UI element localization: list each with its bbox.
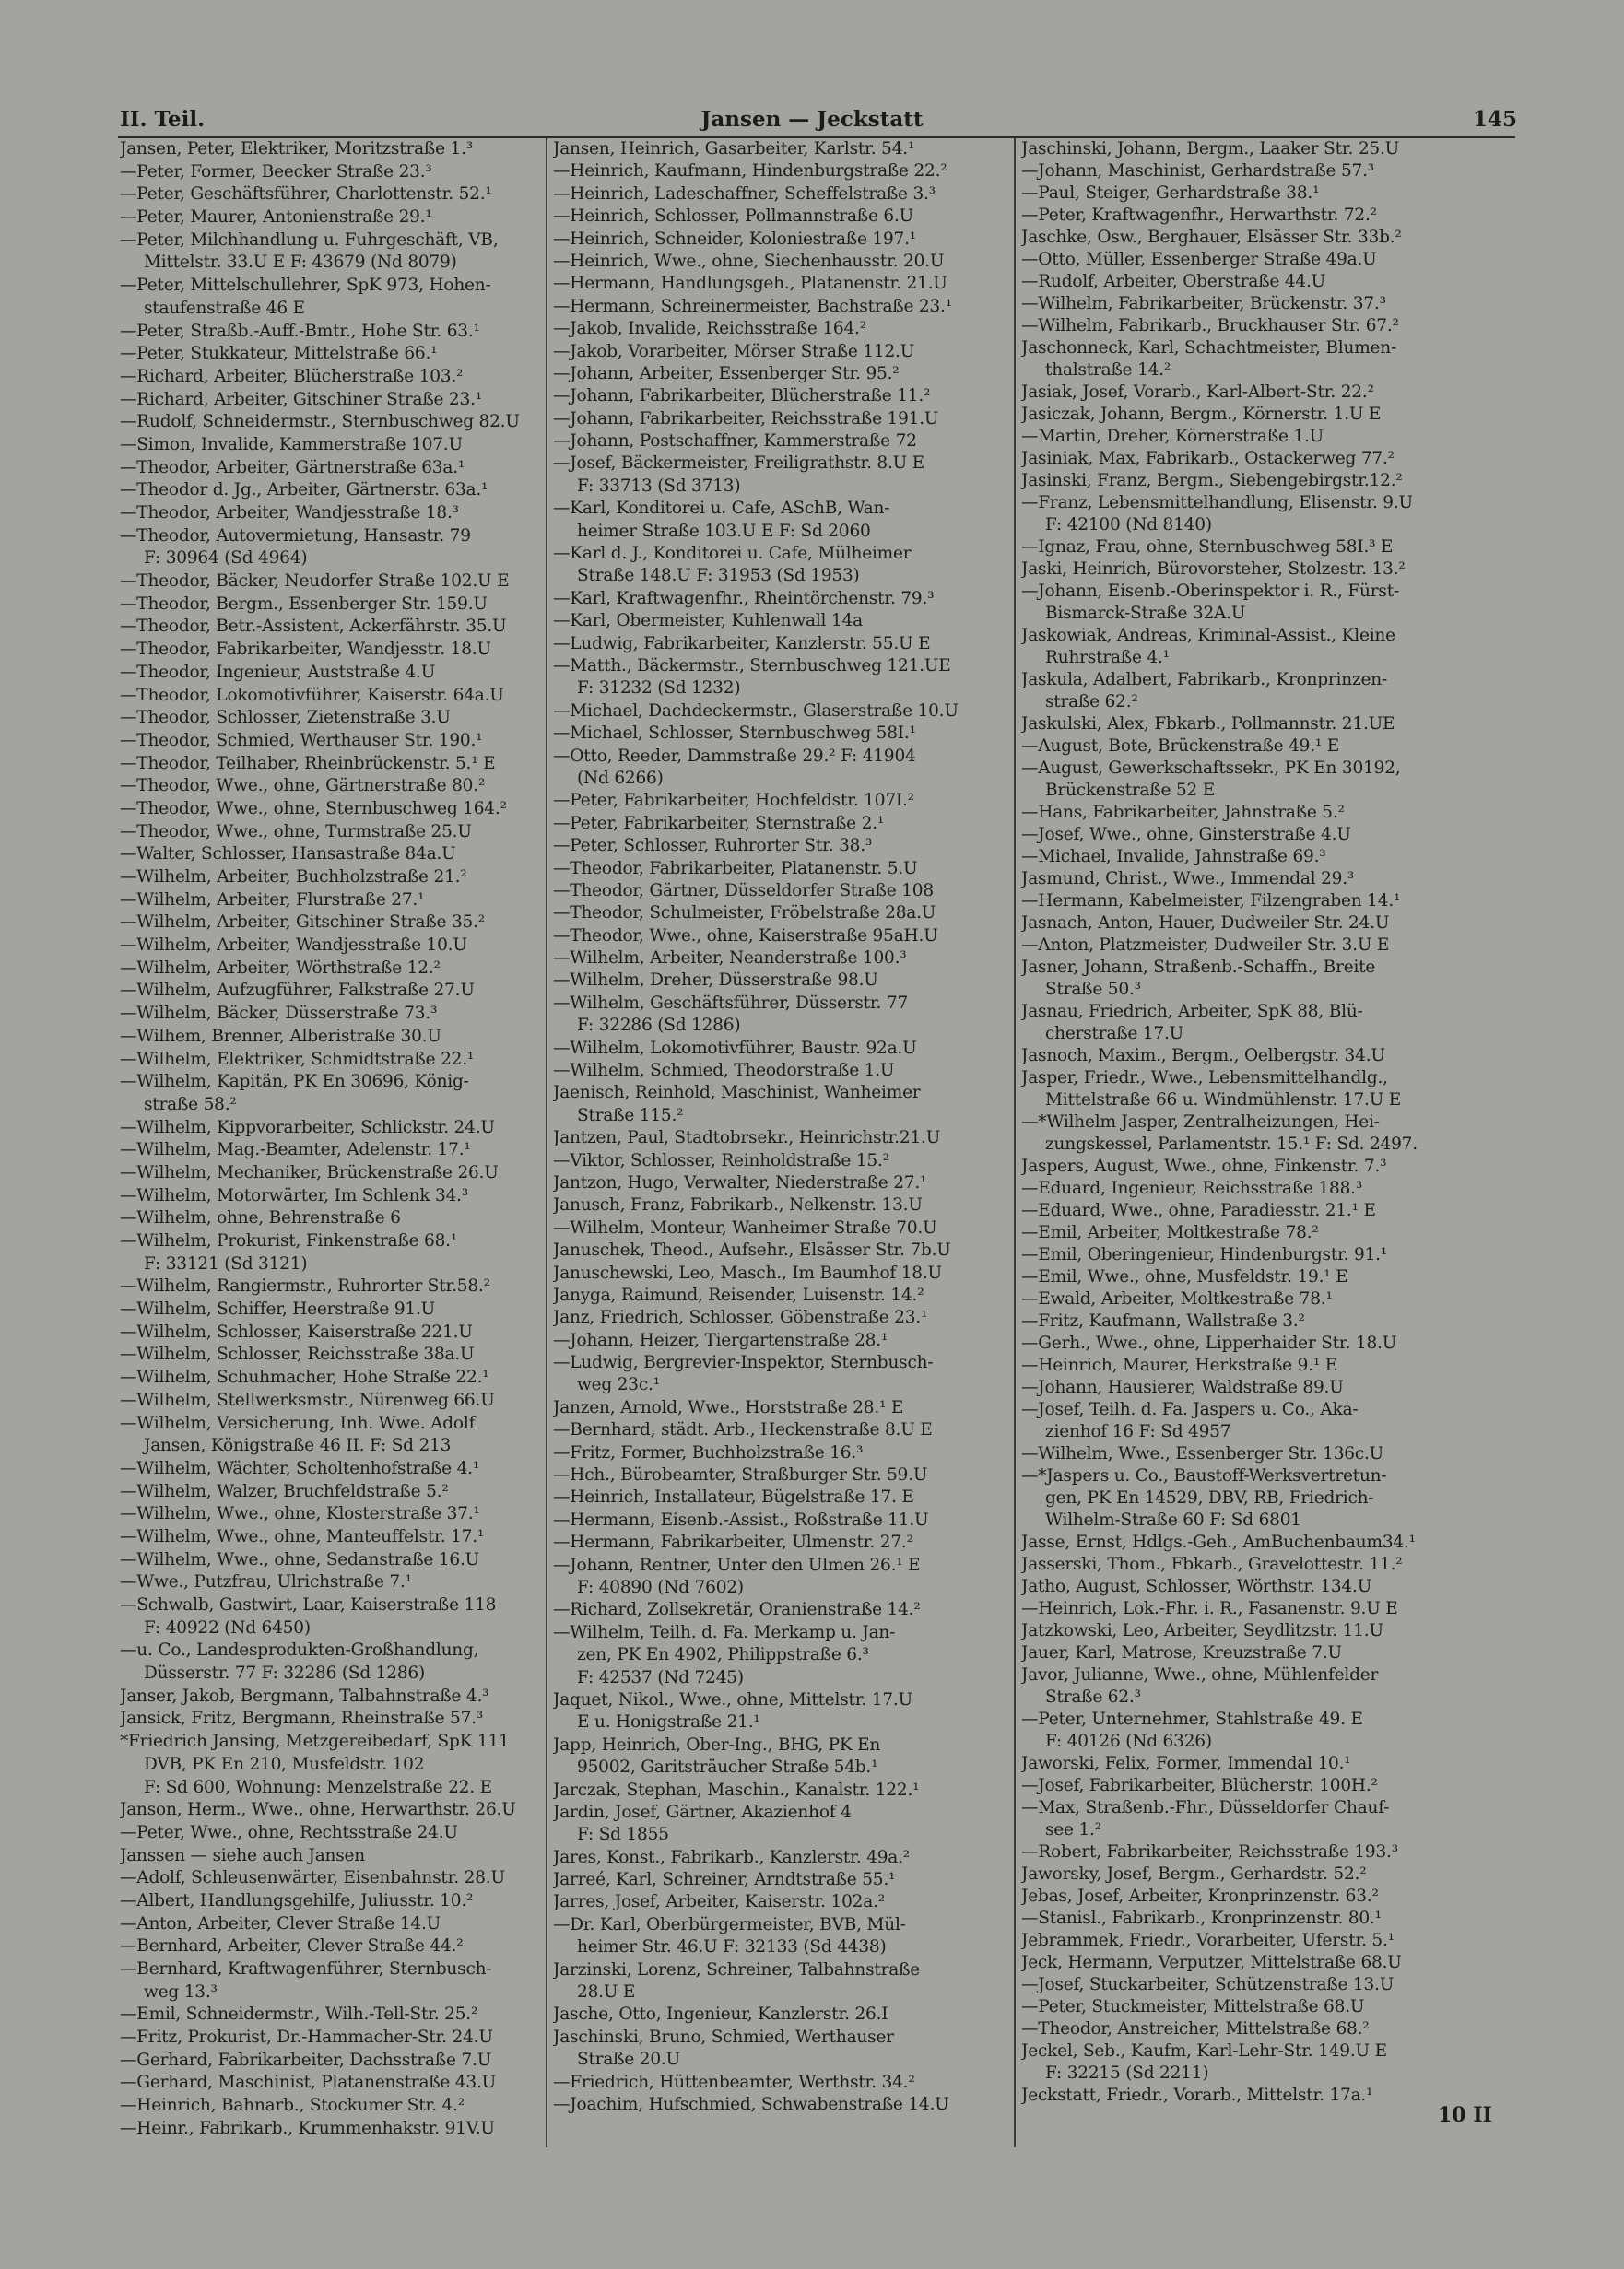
directory-entry: Janzen, Arnold, Wwe., Horststraße 28.¹ E [553, 1397, 904, 1417]
directory-entry: Jauer, Karl, Matrose, Kreuzstraße 7.U [1021, 1643, 1342, 1663]
directory-entry-continuation: F: 32215 (Sd 2211) [1045, 2063, 1209, 2083]
directory-entry: —Theodor, Lokomotivführer, Kaiserstr. 64a.U [120, 685, 504, 705]
signature-mark: 10 II [1438, 2103, 1492, 2127]
directory-entry-continuation: weg 23c.¹ [577, 1375, 660, 1395]
directory-entry: —Theodor d. Jg., Arbeiter, Gärtnerstr. 63a.¹ [120, 480, 488, 500]
directory-entry: —Fritz, Kaufmann, Wallstraße 3.² [1021, 1311, 1305, 1331]
directory-entry: —Rudolf, Schneidermstr., Sternbuschweg 82.U [120, 412, 520, 432]
directory-entry-continuation: F: 33713 (Sd 3713) [577, 476, 741, 496]
directory-entry-continuation: Bismarck-Straße 32A.U [1045, 604, 1246, 623]
directory-entry-continuation: Ruhrstraße 4.¹ [1045, 648, 1170, 667]
directory-entry: —Wilhelm, Schlosser, Reichsstraße 38a.U [120, 1345, 475, 1365]
directory-entry-continuation: Straße 148.U F: 31953 (Sd 1953) [577, 566, 860, 586]
directory-entry: —Wilhelm, Kippvorarbeiter, Schlickstr. 24.U [120, 1117, 495, 1137]
directory-entry: —Karl, Kraftwagenfhr., Rheintörchenstr. 79.³ [553, 588, 935, 608]
directory-entry: —Bernhard, Kraftwagenführer, Sternbusch- [120, 1959, 492, 1979]
directory-entry: Jasiczak, Johann, Bergm., Körnerstr. 1.U E [1021, 405, 1382, 424]
directory-entry: —Simon, Invalide, Kammerstraße 107.U [120, 434, 463, 454]
directory-entry: —Theodor, Arbeiter, Wandjesstraße 18.³ [120, 503, 459, 523]
directory-entry: —Josef, Teilh. d. Fa. Jaspers u. Co., Aka- [1021, 1400, 1359, 1419]
directory-entry: —Ewald, Arbeiter, Moltkestraße 78.¹ [1021, 1289, 1333, 1309]
directory-entry: —*Jaspers u. Co., Baustoff-Werksvertretun- [1021, 1466, 1387, 1486]
directory-entry: —Heinrich, Wwe., ohne, Siechenhausstr. 20.U [553, 251, 945, 271]
directory-entry-continuation: staufenstraße 46 E [144, 298, 305, 318]
directory-entry: —Wilhelm, Teilh. d. Fa. Merkamp u. Jan- [553, 1622, 896, 1642]
directory-entry: —Wilhelm, Wwe., ohne, Manteuffelstr. 17.¹ [120, 1526, 485, 1546]
directory-entry: Jaschonneck, Karl, Schachtmeister, Blumen- [1021, 338, 1397, 358]
directory-entry-continuation: straße 58.² [144, 1094, 237, 1114]
directory-entry: —Wilhelm, Prokurist, Finkenstraße 68.¹ [120, 1231, 458, 1251]
directory-entry: —*Wilhelm Jasper, Zentralheizungen, Hei- [1021, 1112, 1380, 1132]
directory-entry: —Gerhard, Fabrikarbeiter, Dachsstraße 7.U [120, 2050, 492, 2070]
directory-entry: —Peter, Schlosser, Ruhrorter Str. 38.³ [553, 836, 873, 856]
directory-entry: —Johann, Hausierer, Waldstraße 89.U [1021, 1378, 1344, 1397]
directory-entry: —Gerh., Wwe., ohne, Lipperhaider Str. 18.U [1021, 1334, 1397, 1353]
directory-entry-continuation: thalstraße 14.² [1045, 360, 1171, 380]
directory-entry: —Theodor, Schulmeister, Fröbelstraße 28a.U [553, 903, 936, 923]
directory-entry: —Wilhelm, Elektriker, Schmidtstraße 22.¹ [120, 1049, 475, 1069]
directory-entry: —Theodor, Wwe., ohne, Turmstraße 25.U [120, 821, 472, 841]
directory-entry: Jaski, Heinrich, Bürovorsteher, Stolzestr. 13.² [1021, 559, 1406, 579]
directory-entry: —Emil, Schneidermstr., Wilh.-Tell-Str. 25.² [120, 2004, 478, 2025]
directory-entry: —Richard, Arbeiter, Gitschiner Straße 23.¹ [120, 389, 482, 409]
directory-entry: —Wilhelm, Schmied, Theodorstraße 1.U [553, 1061, 895, 1081]
directory-entry: —Hermann, Fabrikarbeiter, Ulmenstr. 27.² [553, 1533, 913, 1553]
directory-entry-continuation: F: 30964 (Sd 4964) [144, 548, 308, 569]
directory-entry: Jaquet, Nikol., Wwe., ohne, Mittelstr. 17.U [553, 1689, 912, 1710]
directory-entry: —Wilhelm, Mag.-Beamter, Adelenstr. 17.¹ [120, 1140, 471, 1160]
directory-entry: —Theodor, Ingenieur, Auststraße 4.U [120, 662, 436, 682]
directory-entry: Jaenisch, Reinhold, Maschinist, Wanheimer [553, 1083, 921, 1103]
directory-entry: —Dr. Karl, Oberbürgermeister, BVB, Mül- [553, 1914, 906, 1934]
directory-entry: —Heinrich, Schneider, Koloniestraße 197.¹ [553, 229, 916, 249]
directory-entry: —Theodor, Wwe., ohne, Kaiserstraße 95aH.U [553, 925, 938, 946]
directory-entry-continuation: F: 42100 (Nd 8140) [1045, 515, 1212, 535]
directory-entry: —Theodor, Wwe., ohne, Sternbuschweg 164.² [120, 798, 507, 818]
directory-entry: —Otto, Reeder, Dammstraße 29.² F: 41904 [553, 746, 916, 766]
directory-entry-continuation: Wilhelm-Straße 60 F: Sd 6801 [1045, 1511, 1301, 1530]
directory-entry-continuation: F: Sd 600, Wohnung: Menzelstraße 22. E [144, 1777, 492, 1797]
directory-entry: —Peter, Kraftwagenfhr., Herwarthstr. 72.² [1021, 206, 1377, 225]
directory-entry: —Paul, Steiger, Gerhardstraße 38.¹ [1021, 183, 1320, 203]
directory-entry: —Hans, Fabrikarbeiter, Jahnstraße 5.² [1021, 803, 1345, 822]
directory-entry: —Wilhelm, Wwe., Essenberger Str. 136c.U [1021, 1444, 1384, 1464]
directory-entry: —Peter, Wwe., ohne, Rechtsstraße 24.U [120, 1822, 458, 1842]
directory-entry: Jebas, Josef, Arbeiter, Kronprinzenstr. 63.² [1021, 1887, 1379, 1906]
directory-entry-continuation: F: 31232 (Sd 1232) [577, 678, 741, 699]
directory-entry-continuation: gen, PK En 14529, DBV, RB, Friedrich- [1045, 1488, 1374, 1508]
directory-entry-continuation: zen, PK En 4902, Philippstraße 6.³ [577, 1645, 869, 1665]
directory-entry: —Robert, Fabrikarbeiter, Reichsstraße 193.³ [1021, 1842, 1398, 1862]
directory-entry: —Wilhelm, Versicherung, Inh. Wwe. Adolf [120, 1413, 476, 1433]
directory-entry: Jeckel, Seb., Kaufm, Karl-Lehr-Str. 149.U E [1021, 2041, 1387, 2061]
directory-entry: —Adolf, Schleusenwärter, Eisenbahnstr. 28.U [120, 1868, 505, 1888]
directory-entry-continuation: zienhof 16 F: Sd 4957 [1045, 1422, 1231, 1441]
directory-entry: —Wilhelm, Stellwerksmstr., Nürenweg 66.U [120, 1390, 495, 1410]
directory-entry-continuation: Straße 20.U [577, 2050, 680, 2070]
directory-entry: —Wilhelm, Wächter, Scholtenhofstraße 4.¹ [120, 1458, 480, 1478]
column-divider [546, 138, 547, 2147]
directory-entry: Jasner, Johann, Straßenb.-Schaffn., Breite [1021, 958, 1376, 977]
directory-entry: —Heinrich, Installateur, Bügelstraße 17. E [553, 1487, 914, 1508]
directory-entry: —Emil, Arbeiter, Moltkestraße 78.² [1021, 1223, 1319, 1242]
directory-entry-continuation: Jansen, Königstraße 46 II. F: Sd 213 [144, 1436, 452, 1456]
directory-entry: Javor, Julianne, Wwe., ohne, Mühlenfelder [1021, 1665, 1379, 1685]
directory-entry-continuation: DVB, PK En 210, Musfeldstr. 102 [144, 1754, 425, 1774]
directory-entry: —Wilhelm, Geschäftsführer, Düsserstr. 77 [553, 993, 909, 1013]
directory-entry: —Peter, Milchhandlung u. Fuhrgeschäft, VB, [120, 229, 499, 250]
directory-entry: —Michael, Invalide, Jahnstraße 69.³ [1021, 847, 1326, 866]
directory-entry-continuation: straße 62.² [1045, 692, 1138, 711]
directory-entry: —Wilhelm, Walzer, Bruchfeldstraße 5.² [120, 1481, 449, 1501]
directory-entry-continuation: Straße 62.³ [1045, 1687, 1141, 1707]
directory-entry: —Wilhelm, Arbeiter, Wörthstraße 12.² [120, 958, 441, 978]
directory-entry: —Theodor, Anstreicher, Mittelstraße 68.² [1021, 2019, 1370, 2039]
directory-entry: Januschewski, Leo, Masch., Im Baumhof 18.U [553, 1263, 942, 1283]
directory-entry: Jasnach, Anton, Hauer, Dudweiler Str. 24.U [1021, 913, 1390, 933]
directory-entry: —Johann, Fabrikarbeiter, Blücherstraße 11.² [553, 386, 931, 406]
directory-entry: Jaskula, Adalbert, Fabrikarb., Kronprinzen- [1021, 670, 1388, 689]
directory-entry: —Wilhelm, Motorwärter, Im Schlenk 34.³ [120, 1185, 469, 1205]
directory-entry: —Fritz, Prokurist, Dr.-Hammacher-Str. 24.U [120, 2028, 493, 2048]
directory-entry: Jantzon, Hugo, Verwalter, Niederstraße 27.¹ [553, 1172, 927, 1193]
directory-entry: —Viktor, Schlosser, Reinholdstraße 15.² [553, 1150, 889, 1170]
directory-entry-continuation: (Nd 6266) [577, 768, 664, 788]
directory-entry: —Hermann, Schreinermeister, Bachstraße 23.¹ [553, 296, 952, 316]
directory-entry: —Peter, Maurer, Antonienstraße 29.¹ [120, 207, 432, 228]
directory-entry: Jantzen, Paul, Stadtobrsekr., Heinrichstr.21.U [553, 1128, 941, 1148]
directory-entry: —Peter, Fabrikarbeiter, Sternstraße 2.¹ [553, 813, 885, 833]
directory-entry: Jasserski, Thom., Fbkarb., Gravelottestr. 11.² [1021, 1555, 1403, 1574]
directory-entry-continuation: see 1.² [1045, 1820, 1101, 1840]
directory-entry: —Heinrich, Ladeschaffner, Scheffelstraße 3.³ [553, 183, 936, 204]
directory-entry: —Wilhelm, Aufzugführer, Falkstraße 27.U [120, 981, 475, 1001]
directory-entry: —Peter, Stukkateur, Mittelstraße 66.¹ [120, 344, 438, 364]
directory-entry-continuation: Mittelstr. 33.U E F: 43679 (Nd 8079) [144, 253, 457, 273]
directory-entry: —Eduard, Ingenieur, Reichsstraße 188.³ [1021, 1179, 1363, 1198]
directory-entry: —Johann, Heizer, Tiergartenstraße 28.¹ [553, 1330, 888, 1350]
directory-entry: Jansen, Heinrich, Gasarbeiter, Karlstr. 54.¹ [553, 139, 915, 159]
directory-entry-continuation: 95002, Garitsträucher Straße 54b.¹ [577, 1758, 878, 1778]
directory-entry: —Martin, Dreher, Körnerstraße 1.U [1021, 427, 1324, 446]
directory-entry: —Otto, Müller, Essenberger Straße 49a.U [1021, 250, 1377, 269]
directory-entry: —Peter, Geschäftsführer, Charlottenstr. 52.¹ [120, 184, 492, 205]
directory-entry-continuation: weg 13.³ [144, 1981, 218, 2002]
directory-entry: —Johann, Rentner, Unter den Ulmen 26.¹ E [553, 1555, 921, 1575]
directory-entry: Janser, Jakob, Bergmann, Talbahnstraße 4.³ [120, 1686, 489, 1706]
directory-entry: —Hermann, Eisenb.-Assist., Roßstraße 11.U [553, 1510, 929, 1530]
directory-entry: Jaschke, Osw., Berghauer, Elsässer Str. 33b.² [1021, 228, 1402, 247]
directory-entry-continuation: heimer Straße 103.U E F: Sd 2060 [577, 521, 871, 541]
directory-entry-continuation: F: Sd 1855 [577, 1825, 669, 1845]
directory-entry: —Wilhelm, Arbeiter, Buchholzstraße 21.² [120, 867, 467, 887]
part-label: II. Teil. [120, 107, 206, 132]
directory-entry: Jansen, Peter, Elektriker, Moritzstraße 1.³ [120, 139, 473, 159]
directory-entry: —Theodor, Wwe., ohne, Gärtnerstraße 80.² [120, 776, 486, 796]
directory-entry: —Richard, Zollsekretär, Oranienstraße 14.² [553, 1600, 921, 1620]
directory-entry: —Wilhelm, Wwe., ohne, Klosterstraße 37.¹ [120, 1504, 480, 1524]
directory-entry: Jasche, Otto, Ingenieur, Kanzlerstr. 26.I [553, 2004, 888, 2025]
directory-entry: —Emil, Wwe., ohne, Musfeldstr. 19.¹ E [1021, 1267, 1348, 1287]
directory-entry: —Wilhelm, Fabrikarbeiter, Brückenstr. 37.³ [1021, 294, 1386, 313]
directory-entry: —Hermann, Kabelmeister, Filzengraben 14.¹ [1021, 891, 1401, 911]
directory-entry: —Heinr., Fabrikarb., Krummenhakstr. 91V.U [120, 2118, 495, 2138]
directory-entry: Janz, Friedrich, Schlosser, Göbenstraße 23.¹ [553, 1308, 928, 1328]
directory-entry: —Wilhelm, Arbeiter, Neanderstraße 100.³ [553, 948, 907, 969]
directory-entry: —Johann, Maschinist, Gerhardstraße 57.³ [1021, 161, 1374, 181]
directory-entry: —Friedrich, Hüttenbeamter, Werthstr. 34.² [553, 2072, 915, 2092]
directory-entry: —Karl, Obermeister, Kuhlenwall 14a [553, 611, 863, 631]
directory-entry: —Bernhard, städt. Arb., Heckenstraße 8.U E [553, 1420, 933, 1440]
directory-entry: Janssen — siehe auch Jansen [120, 1845, 365, 1865]
directory-entry: —Franz, Lebensmittelhandlung, Elisenstr. 9.U [1021, 493, 1413, 512]
directory-entry-continuation: Straße 50.³ [1045, 980, 1141, 999]
directory-entry: —Michael, Schlosser, Sternbuschweg 58I.¹ [553, 723, 916, 744]
directory-entry: Jarres, Josef, Arbeiter, Kaiserstr. 102a.² [553, 1892, 885, 1912]
directory-entry: —Wilhelm, Rangiermstr., Ruhrorter Str.58.² [120, 1276, 490, 1297]
directory-entry: —Wilhelm, Fabrikarb., Bruckhauser Str. 67.² [1021, 316, 1399, 335]
directory-entry: —Wwe., Putzfrau, Ulrichstraße 7.¹ [120, 1572, 412, 1593]
directory-entry-continuation: 28.U E [577, 1982, 636, 2003]
column-1 [120, 138, 542, 2141]
directory-entry: Jardin, Josef, Gärtner, Akazienhof 4 [553, 1802, 852, 1822]
directory-entry: —Eduard, Wwe., ohne, Paradiesstr. 21.¹ E [1021, 1201, 1376, 1220]
directory-entry: —Johann, Fabrikarbeiter, Reichsstraße 191.U [553, 408, 939, 429]
directory-entry: —Theodor, Arbeiter, Gärtnerstraße 63a.¹ [120, 457, 465, 477]
directory-entry-continuation: heimer Str. 46.U F: 32133 (Sd 4438) [577, 1937, 887, 1957]
directory-entry: —Theodor, Fabrikarbeiter, Wandjesstr. 18.U [120, 640, 491, 660]
directory-entry: Januschek, Theod., Aufsehr., Elsässer Str. 7b.U [553, 1240, 951, 1261]
directory-entry: —Johann, Postschaffner, Kammerstraße 72 [553, 431, 917, 452]
directory-entry: —Wilhelm, Bäcker, Düsserstraße 73.³ [120, 1004, 438, 1024]
directory-entry: —Gerhard, Maschinist, Platanenstraße 43.U [120, 2073, 497, 2093]
directory-entry: Jasiniak, Max, Fabrikarb., Ostackerweg 77.² [1021, 449, 1395, 468]
directory-entry: —Walter, Schlosser, Hansastraße 84a.U [120, 844, 456, 864]
directory-entry: —Heinrich, Lok.-Fhr. i. R., Fasanenstr. 9.U E [1021, 1599, 1398, 1618]
directory-entry: —Josef, Bäckermeister, Freiligrathstr. 8.U E [553, 453, 925, 474]
directory-entry: —Theodor, Gärtner, Düsseldorfer Straße 108 [553, 880, 934, 900]
directory-entry: —Richard, Arbeiter, Blücherstraße 103.² [120, 366, 464, 386]
directory-entry: —Theodor, Bergm., Essenberger Str. 159.U [120, 594, 488, 614]
directory-entry: —Josef, Wwe., ohne, Ginsterstraße 4.U [1021, 825, 1351, 844]
directory-entry: —Josef, Fabrikarbeiter, Blücherstr. 100H.² [1021, 1776, 1378, 1795]
directory-entry: —Peter, Former, Beecker Straße 23.³ [120, 161, 432, 182]
column-2 [553, 138, 1010, 2116]
directory-entry: —Peter, Mittelschullehrer, SpK 973, Hohen- [120, 276, 491, 296]
directory-entry: Janson, Herm., Wwe., ohne, Herwarthstr. 26.U [120, 1800, 516, 1820]
directory-entry: —Josef, Stuckarbeiter, Schützenstraße 13.U [1021, 1975, 1395, 1994]
directory-entry: —Wilhelm, Arbeiter, Gitschiner Straße 35.² [120, 912, 485, 933]
directory-entry: —Wilhelm, Mechaniker, Brückenstraße 26.U [120, 1162, 499, 1182]
directory-entry: —Wilhelm, Dreher, Düsserstraße 98.U [553, 970, 878, 991]
directory-entry: —Wilhelm, Monteur, Wanheimer Straße 70.U [553, 1217, 937, 1238]
directory-entry: —Wilhem, Brenner, Alberistraße 30.U [120, 1026, 441, 1046]
directory-entry: Jeck, Hermann, Verputzer, Mittelstraße 68.U [1021, 1953, 1402, 1972]
directory-entry: —Max, Straßenb.-Fhr., Düsseldorfer Chauf- [1021, 1798, 1390, 1817]
directory-entry: —Johann, Arbeiter, Essenberger Str. 95.² [553, 363, 900, 383]
directory-entry: Jarzinski, Lorenz, Schreiner, Talbahnstraße [553, 1959, 921, 1980]
directory-entry: Janusch, Franz, Fabrikarb., Nelkenstr. 13.U [553, 1195, 923, 1216]
directory-entry-continuation: Brückenstraße 52 E [1045, 781, 1216, 800]
directory-entry: —Emil, Oberingenieur, Hindenburgstr. 91.¹ [1021, 1245, 1388, 1264]
directory-entry: —Hch., Bürobeamter, Straßburger Str. 59.U [553, 1465, 928, 1486]
directory-entry: —Peter, Straßb.-Auff.-Bmtr., Hohe Str. 63.¹ [120, 321, 480, 341]
directory-entry: —Wilhelm, Lokomotivführer, Baustr. 92a.U [553, 1038, 917, 1058]
directory-entry: Jarczak, Stephan, Maschin., Kanalstr. 122.¹ [553, 1780, 920, 1800]
column-3 [1021, 138, 1515, 2107]
directory-entry: Jaschinski, Johann, Bergm., Laaker Str. 25.U [1021, 139, 1400, 159]
directory-entry: —Anton, Platzmeister, Dudweiler Str. 3.U E [1021, 935, 1390, 955]
directory-entry-continuation: Düsserstr. 77 F: 32286 (Sd 1286) [144, 1664, 425, 1684]
directory-entry: —Michael, Dachdeckermstr., Glaserstraße 10.U [553, 700, 959, 721]
directory-entry: Jasiak, Josef, Vorarb., Karl-Albert-Str. 22.² [1021, 382, 1374, 402]
directory-entry: —Peter, Fabrikarbeiter, Hochfeldstr. 107I.² [553, 791, 914, 811]
directory-entry: Jaskowiak, Andreas, Kriminal-Assist., Kleine [1021, 626, 1395, 645]
directory-entry: —Ludwig, Fabrikarbeiter, Kanzlerstr. 55.U E [553, 633, 931, 653]
directory-entry: Jaworsky, Josef, Bergm., Gerhardstr. 52.² [1021, 1864, 1367, 1884]
directory-entry: Jatzkowski, Leo, Arbeiter, Seydlitzstr. 11.U [1021, 1621, 1383, 1640]
directory-entry: —Heinrich, Maurer, Herkstraße 9.¹ E [1021, 1356, 1338, 1375]
directory-entry: —Theodor, Teilhaber, Rheinbrückenstr. 5.¹ E [120, 753, 496, 773]
directory-entry: —Heinrich, Schlosser, Pollmannstraße 6.U [553, 206, 914, 227]
directory-entry-continuation: F: 42537 (Nd 7245) [577, 1667, 744, 1687]
directory-entry: —August, Gewerkschaftssekr., PK En 30192, [1021, 758, 1401, 778]
directory-entry-continuation: F: 40922 (Nd 6450) [144, 1617, 311, 1638]
directory-entry: Jaworski, Felix, Former, Immendal 10.¹ [1021, 1754, 1351, 1773]
directory-entry-continuation: F: 33121 (Sd 3121) [144, 1253, 308, 1274]
directory-entry: Japp, Heinrich, Ober-Ing., BHG, PK En [553, 1734, 881, 1755]
directory-entry: Jasse, Ernst, Hdlgs.-Geh., AmBuchenbaum34.¹ [1021, 1533, 1416, 1552]
directory-entry-continuation: F: 40890 (Nd 7602) [577, 1578, 744, 1597]
directory-entry-continuation: Mittelstraße 66 u. Windmühlenstr. 17.U E [1045, 1090, 1402, 1110]
directory-entry: Jares, Konst., Fabrikarb., Kanzlerstr. 49a.² [553, 1847, 911, 1867]
directory-entry: —Ludwig, Bergrevier-Inspektor, Sternbusch- [553, 1353, 934, 1373]
directory-entry: —Wilhelm, Wwe., ohne, Sedanstraße 16.U [120, 1549, 480, 1569]
directory-entry: —Joachim, Hufschmied, Schwabenstraße 14.U [553, 2094, 949, 2114]
directory-entry: —Rudolf, Arbeiter, Oberstraße 44.U [1021, 272, 1326, 291]
directory-entry: *Friedrich Jansing, Metzgereibedarf, SpK 111 [120, 1732, 510, 1752]
directory-entry: —Schwalb, Gastwirt, Laar, Kaiserstraße 118 [120, 1595, 497, 1615]
directory-entry-continuation: cherstraße 17.U [1045, 1024, 1184, 1043]
directory-entry: —Jakob, Invalide, Reichsstraße 164.² [553, 319, 866, 339]
directory-entry: —August, Bote, Brückenstraße 49.¹ E [1021, 736, 1340, 756]
directory-entry: —Wilhelm, Schlosser, Kaiserstraße 221.U [120, 1322, 473, 1342]
directory-entry-continuation: E u. Honigstraße 21.¹ [577, 1712, 760, 1733]
directory-entry: —Johann, Eisenb.-Oberinspektor i. R., Fürst- [1021, 582, 1399, 601]
directory-entry: —Wilhelm, Arbeiter, Wandjesstraße 10.U [120, 935, 467, 956]
directory-entry: Jeckstatt, Friedr., Vorarb., Mittelstr. 17a.¹ [1021, 2086, 1373, 2105]
directory-entry: Jasinski, Franz, Bergm., Siebengebirgstr.12.² [1021, 471, 1403, 490]
directory-entry: —Wilhelm, Schiffer, Heerstraße 91.U [120, 1299, 436, 1320]
directory-entry: —Heinrich, Kaufmann, Hindenburgstraße 22.² [553, 161, 947, 182]
directory-entry: —Peter, Stuckmeister, Mittelstraße 68.U [1021, 1997, 1365, 2016]
directory-entry: —Anton, Arbeiter, Clever Straße 14.U [120, 1913, 441, 1934]
directory-entry-continuation: F: 32286 (Sd 1286) [577, 1016, 741, 1036]
directory-entry: Jebrammek, Friedr., Vorarbeiter, Uferstr. 5.¹ [1021, 1931, 1395, 1950]
directory-entry: Jansick, Fritz, Bergmann, Rheinstraße 57.³ [120, 1709, 484, 1729]
directory-entry: —u. Co., Landesprodukten-Großhandlung, [120, 1640, 479, 1661]
directory-entry-continuation: Straße 115.² [577, 1105, 684, 1125]
directory-entry: —Stanisl., Fabrikarb., Kronprinzenstr. 80.¹ [1021, 1909, 1382, 1928]
directory-entry: Jasnoch, Maxim., Bergm., Oelbergstr. 34.U [1021, 1046, 1385, 1065]
directory-entry: —Albert, Handlungsgehilfe, Juliusstr. 10.² [120, 1890, 474, 1910]
directory-entry: —Wilhelm, Arbeiter, Flurstraße 27.¹ [120, 889, 425, 910]
directory-entry: Jaspers, August, Wwe., ohne, Finkenstr. 7.³ [1021, 1157, 1387, 1176]
directory-entry: Jasnau, Friedrich, Arbeiter, SpK 88, Blü- [1021, 1002, 1363, 1021]
directory-entry: Jaschinski, Bruno, Schmied, Werthauser [553, 2027, 894, 2047]
directory-entry: —Theodor, Schlosser, Zietenstraße 3.U [120, 708, 451, 728]
directory-entry: —Bernhard, Arbeiter, Clever Straße 44.² [120, 1936, 464, 1957]
directory-entry: —Karl d. J., Konditorei u. Cafe, Mülheimer [553, 544, 912, 564]
directory-entry: —Heinrich, Bahnarb., Stockumer Str. 4.² [120, 2096, 465, 2116]
directory-entry: —Ignaz, Frau, ohne, Sternbuschweg 58I.³ E [1021, 537, 1394, 557]
directory-entry: —Hermann, Handlungsgeh., Platanenstr. 21.U [553, 274, 947, 294]
running-head: Jansen — Jeckstatt [700, 107, 924, 132]
directory-entry: —Peter, Unternehmer, Stahlstraße 49. E [1021, 1710, 1363, 1729]
directory-entry: —Matth., Bäckermstr., Sternbuschweg 121.UE [553, 655, 951, 676]
directory-entry: Jaskulski, Alex, Fbkarb., Pollmannstr. 21.UE [1021, 714, 1395, 734]
directory-entry: —Theodor, Bäcker, Neudorfer Straße 102.U E [120, 571, 510, 592]
directory-entry: —Theodor, Betr.-Assistent, Ackerfährstr. 35.U [120, 617, 507, 637]
directory-entry: —Theodor, Schmied, Werthauser Str. 190.¹ [120, 730, 483, 750]
directory-entry: —Jakob, Vorarbeiter, Mörser Straße 112.U [553, 341, 915, 361]
directory-entry: —Fritz, Former, Buchholzstraße 16.³ [553, 1442, 864, 1463]
directory-entry-continuation: zungskessel, Parlamentstr. 15.¹ F: Sd. 2497. [1045, 1134, 1418, 1154]
directory-entry: Janyga, Raimund, Reisender, Luisenstr. 14.² [553, 1285, 924, 1305]
page-number: 145 [1473, 107, 1518, 132]
directory-entry: Jasmund, Christ., Wwe., Immendal 29.³ [1021, 869, 1355, 888]
directory-entry: —Wilhelm, Schuhmacher, Hohe Straße 22.¹ [120, 1368, 489, 1388]
directory-entry: Jasper, Friedr., Wwe., Lebensmittelhandlg., [1021, 1068, 1388, 1087]
directory-entry: Jarreé, Karl, Schreiner, Arndtstraße 55.¹ [553, 1870, 896, 1890]
directory-entry: Jatho, August, Schlosser, Wörthstr. 134.U [1021, 1577, 1372, 1596]
column-divider [1014, 138, 1016, 2147]
directory-entry: —Theodor, Fabrikarbeiter, Platanenstr. 5.U [553, 858, 918, 878]
directory-entry: —Wilhelm, Kapitän, PK En 30696, König- [120, 1072, 469, 1092]
directory-entry: —Wilhelm, ohne, Behrenstraße 6 [120, 1208, 401, 1229]
directory-entry: —Theodor, Autovermietung, Hansastr. 79 [120, 525, 471, 546]
directory-entry-continuation: F: 40126 (Nd 6326) [1045, 1732, 1212, 1751]
directory-entry: —Karl, Konditorei u. Cafe, ASchB, Wan- [553, 499, 890, 519]
